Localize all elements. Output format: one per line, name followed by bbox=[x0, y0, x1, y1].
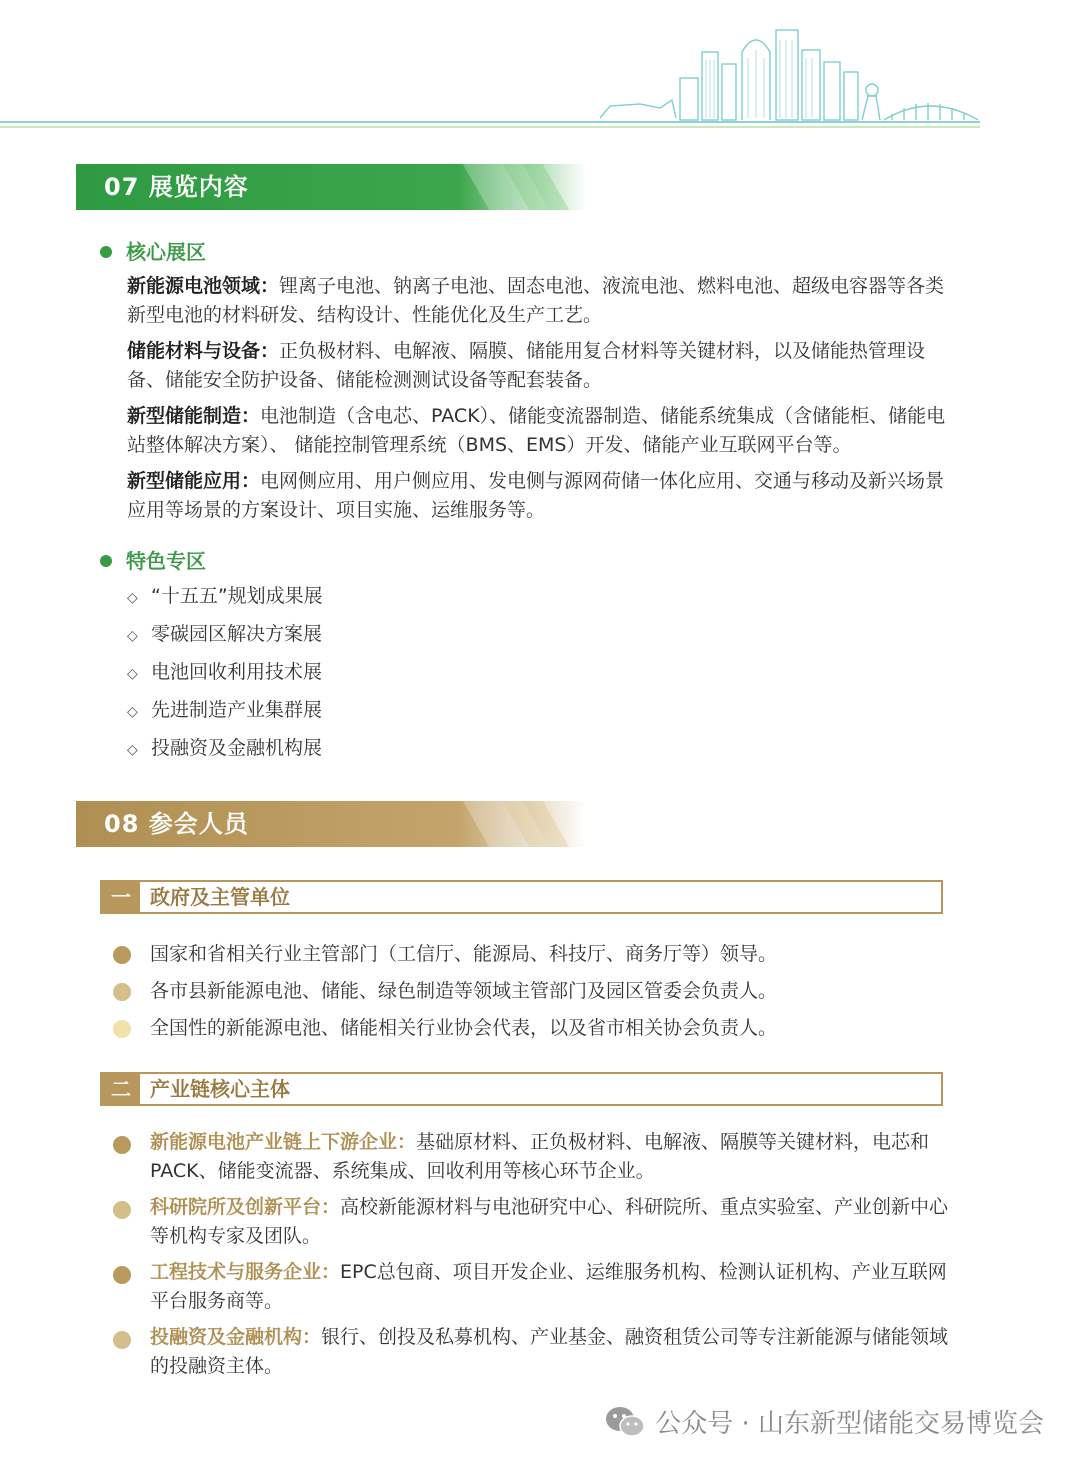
list-item-text: 先进制造产业集群展 bbox=[151, 699, 323, 721]
list-item bbox=[127, 577, 323, 615]
list-item bbox=[113, 1128, 953, 1186]
list-item-text: 全国性的新能源电池、储能相关行业协会代表，以及省市相关协会负责人。 bbox=[150, 1017, 778, 1039]
special-area-heading bbox=[100, 545, 206, 574]
green-dot-icon bbox=[100, 246, 112, 258]
core-item-text: 电池制造（含电芯、PACK）、储能变流器制造、储能系统集成（含储能柜、储能电站整体解决方案）、 储能控制管理系统（BMS、EMS）开发、储能产业互联网平台等。 bbox=[127, 405, 946, 456]
wechat-icon bbox=[605, 1405, 645, 1439]
diamond-bullet-icon: ◇ bbox=[127, 628, 138, 644]
gov-box-title bbox=[100, 880, 943, 914]
list-item-text: 基础原材料、正负极材料、电解液、隔膜等关键材料，电芯和 PACK、储能变流器、系统集成、回收利用等核心环节企业。 bbox=[150, 1131, 930, 1182]
list-item-text: “十五五”规划成果展 bbox=[151, 585, 323, 607]
list-item-term: 新能源电池产业链上下游企业： bbox=[150, 1131, 417, 1153]
list-item-text: 各市县新能源电池、储能、绿色制造等领域主管部门及园区管委会负责人。 bbox=[150, 980, 778, 1002]
list-item-text: 国家和省相关行业主管部门（工信厅、能源局、科技厅、商务厅等）领导。 bbox=[150, 943, 778, 965]
list-item-text: EPC总包商、项目开发企业、运维服务机构、检测认证机构、产业互联网平台服务商等。 bbox=[150, 1261, 947, 1312]
list-item bbox=[113, 1010, 953, 1047]
special-area-list bbox=[127, 577, 323, 767]
section-08-title: 08 参会人员 bbox=[104, 810, 249, 838]
gov-list bbox=[113, 936, 953, 1047]
section-07-title: 07 展览内容 bbox=[104, 173, 249, 201]
gold-dot-icon bbox=[113, 946, 131, 964]
list-item bbox=[113, 1323, 953, 1381]
list-item bbox=[127, 691, 323, 729]
core-item-text: 电网侧应用、用户侧应用、发电侧与源网荷储一体化应用、交通与移动及新兴场景应用等场景的方案设计、项目实施、运维服务等。 bbox=[127, 470, 945, 521]
special-area-heading-text: 特色专区 bbox=[126, 549, 206, 573]
list-item bbox=[127, 615, 323, 653]
industry-box-number: 二 bbox=[102, 1074, 140, 1104]
list-item bbox=[113, 1193, 953, 1251]
gov-box-number: 一 bbox=[102, 882, 140, 912]
core-item-text: 正负极材料、电解液、隔膜、储能用复合材料等关键材料，以及储能热管理设备、储能安全防护设备、储能检测测试设备等配套装备。 bbox=[127, 340, 926, 391]
green-dot-icon bbox=[100, 555, 112, 567]
core-item-3 bbox=[127, 467, 957, 525]
diamond-bullet-icon: ◇ bbox=[127, 742, 138, 758]
list-item bbox=[113, 1258, 953, 1316]
industry-list bbox=[113, 1128, 953, 1388]
list-item-term: 科研院所及创新平台： bbox=[150, 1196, 341, 1218]
list-item bbox=[113, 973, 953, 1010]
diamond-bullet-icon: ◇ bbox=[127, 590, 138, 606]
list-item-text: 零碳园区解决方案展 bbox=[151, 623, 323, 645]
wechat-account-watermark bbox=[605, 1403, 1044, 1440]
section-08-banner bbox=[76, 801, 586, 847]
list-item-term: 投融资及金融机构： bbox=[150, 1326, 322, 1348]
core-item-1 bbox=[127, 337, 957, 395]
core-item-0 bbox=[127, 272, 957, 330]
section-07-banner bbox=[76, 164, 586, 210]
wechat-account-text: 公众号 · 山东新型储能交易博览会 bbox=[655, 1409, 1044, 1439]
industry-box-title bbox=[100, 1072, 943, 1106]
core-item-term: 新能源电池领域： bbox=[127, 275, 280, 297]
list-item-text: 银行、创投及私募机构、产业基金、融资租赁公司等专注新能源与储能领域的投融资主体。 bbox=[150, 1326, 949, 1377]
header-skyline-art bbox=[0, 0, 1080, 135]
gold-dot-icon bbox=[113, 1201, 131, 1219]
diamond-bullet-icon: ◇ bbox=[127, 704, 138, 720]
diamond-bullet-icon: ◇ bbox=[127, 666, 138, 682]
gold-dot-icon bbox=[113, 1331, 131, 1349]
list-item bbox=[113, 936, 953, 973]
gov-box-title-text: 政府及主管单位 bbox=[150, 885, 290, 909]
list-item-text: 高校新能源材料与电池研究中心、科研院所、重点实验室、产业创新中心等机构专家及团队。 bbox=[150, 1196, 949, 1247]
core-item-term: 储能材料与设备： bbox=[127, 340, 280, 362]
core-item-term: 新型储能制造： bbox=[127, 405, 261, 427]
core-item-term: 新型储能应用： bbox=[127, 470, 261, 492]
gold-dot-icon bbox=[113, 1266, 131, 1284]
list-item-term: 工程技术与服务企业： bbox=[150, 1261, 341, 1283]
core-area-heading-text: 核心展区 bbox=[126, 240, 206, 264]
industry-box-title-text: 产业链核心主体 bbox=[150, 1077, 290, 1101]
core-area-heading bbox=[100, 236, 206, 265]
gold-dot-icon bbox=[113, 983, 131, 1001]
gold-dot-icon bbox=[113, 1136, 131, 1154]
gold-dot-icon bbox=[113, 1020, 131, 1038]
list-item bbox=[127, 729, 323, 767]
core-item-2 bbox=[127, 402, 957, 460]
list-item-text: 投融资及金融机构展 bbox=[151, 737, 323, 759]
list-item bbox=[127, 653, 323, 691]
core-item-text: 锂离子电池、钠离子电池、固态电池、液流电池、燃料电池、超级电容器等各类新型电池的材料研发、结构设计、性能优化及生产工艺。 bbox=[127, 275, 945, 326]
list-item-text: 电池回收利用技术展 bbox=[151, 661, 323, 683]
